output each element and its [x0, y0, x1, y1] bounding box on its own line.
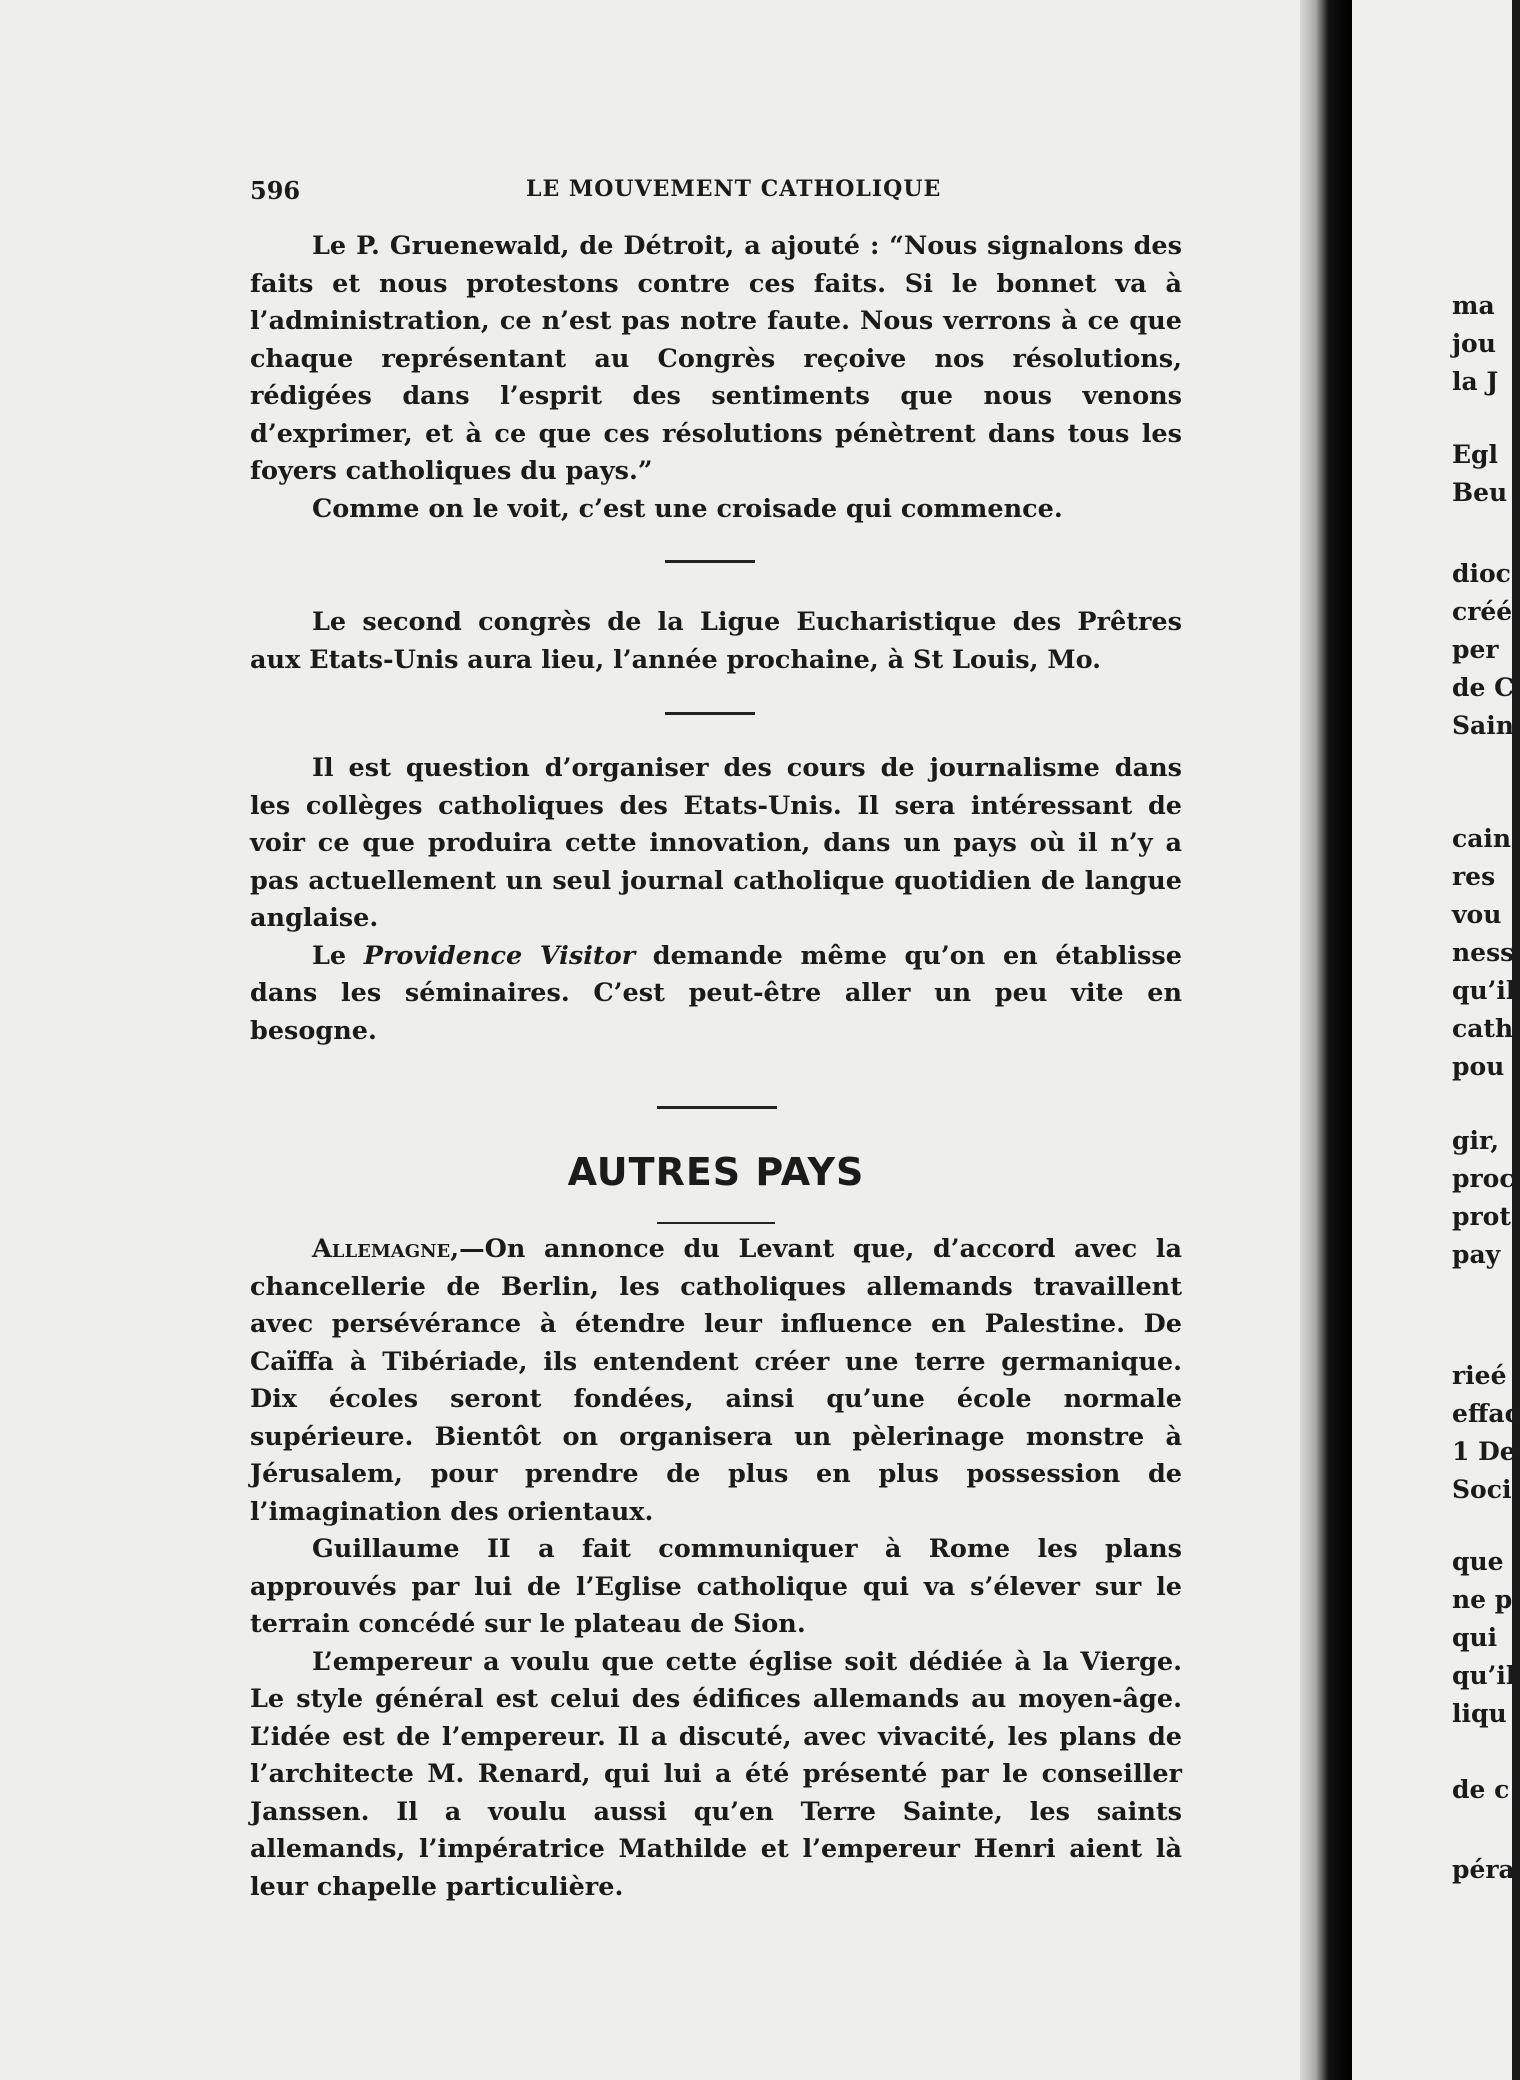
fragment: 1 De [1452, 1437, 1516, 1466]
fragment: Sain [1452, 711, 1514, 740]
separator-rule [665, 560, 755, 563]
paragraph: L’empereur a voulu que cette église soit dédiée à la Vierge. Le style général est celui des édifices allemands au moyen-âge. L’idée est de l’empereur. Il a discuté, avec vivacité, les plans de l’architecte M. Renard, qui lui a été présenté par le conseiller Janssen. Il a voulu aussi qu’en Terre Sainte, les saints allemands, l’impératrice Mathilde et l’empereur Henri aient là leur chapelle particulière. [250, 1646, 1182, 1902]
fragment: qu’il [1452, 1661, 1516, 1690]
paragraph: Comme on le voit, c’est une croisade qui commence. [312, 493, 1063, 524]
section-rule-bottom [657, 1222, 775, 1224]
fragment: ne p [1452, 1585, 1513, 1614]
fragment: liqu [1452, 1699, 1507, 1728]
fragment: vou [1452, 900, 1502, 929]
paragraph-block-allemagne [250, 1231, 1182, 1906]
paragraph [250, 938, 1182, 1051]
fragment: prot [1452, 1202, 1511, 1231]
fragment: Beu [1452, 478, 1508, 507]
paragraph: Il est question d’organiser des cours de journalisme dans les collèges catholiques des Etats-Unis. Il sera intéressant de voir ce que produira cette innovation, dans un pays où il n’y a pas actuellement un seul journal catholique quotidien de langue anglaise. [250, 753, 1182, 933]
fragment: per [1452, 635, 1499, 664]
paragraph: Guillaume II a fait communiquer à Rome les plans approuvés par lui de l’Eglise catholique qui va s’élever sur le terrain concédé sur le plateau de Sion. [250, 1534, 1182, 1639]
fragment: ma [1452, 291, 1495, 320]
fragment: res [1452, 862, 1496, 891]
fragment: jou [1452, 329, 1496, 358]
fragment: péra [1452, 1855, 1515, 1884]
text-run: Le [312, 940, 364, 971]
fragment: de c [1452, 1775, 1510, 1804]
fragment: ness [1452, 938, 1515, 967]
paragraph: Le P. Gruenewald, de Détroit, a ajouté : “Nous signalons des faits et nous protestons contre ces faits. Si le bonnet va à l’administration, ce n’est pas notre faute. Nous verrons à ce que chaque représentant au Congrès reçoive nos résolutions, rédigées dans l’esprit des sentiments que nous venons d’exprimer, et à ce que ces résolutions pénètrent dans tous les foyers catholiques du pays.” [250, 231, 1182, 486]
right-page-edge [1352, 0, 1520, 2080]
fragment: effac [1452, 1399, 1520, 1428]
journal-title: LE MOUVEMENT CATHOLIQUE [526, 176, 942, 202]
fragment: qui [1452, 1623, 1498, 1652]
paragraph: Le second congrès de la Ligue Eucharistique des Prêtres aux Etats-Unis aura lieu, l’année prochaine, à St Louis, Mo. [250, 607, 1182, 675]
fragment: gir, [1452, 1126, 1500, 1155]
paragraph-block-gruenewald [250, 228, 1182, 528]
fragment: proc [1452, 1164, 1515, 1193]
paragraph-block-journalisme [250, 750, 1182, 1050]
section-rule-top [657, 1106, 777, 1109]
fragment: créé [1452, 597, 1513, 626]
fragment: dioc [1452, 559, 1511, 588]
section-title: AUTRES PAYS [567, 1150, 865, 1194]
text-run: —On annonce du Levant que, d’accord avec la chancellerie de Berlin, les catholiques allemands travaillent avec persévérance à étendre leur influence en Palestine. De Caïffa à Tibériade, ils entendent créer une terre germanique. Dix écoles seront fondées, ainsi qu’une école normale supérieure. Bientôt on organisera un pèlerinage monstre à Jérusalem, pour prendre de plus en plus possession de l’imagination des orientaux. [250, 1234, 1182, 1527]
fragment: pou [1452, 1052, 1505, 1081]
fragment: que [1452, 1547, 1504, 1576]
country-lead: Allemagne, [312, 1234, 460, 1264]
page-number: 596 [250, 176, 301, 205]
fragment: la J [1452, 367, 1499, 396]
fragment: rieé [1452, 1361, 1507, 1390]
publication-name: Providence Visitor [363, 940, 636, 971]
fragment: Soci [1452, 1475, 1512, 1504]
fragment: cath [1452, 1014, 1514, 1043]
fragment: cain [1452, 824, 1512, 853]
running-head [250, 176, 1182, 212]
fragment: qu’il [1452, 976, 1516, 1005]
text-run: demande même qu’on en établisse dans les séminaires. C’est peut-être aller un peu vite en besogne. [250, 940, 1182, 1046]
book-gutter [1300, 0, 1352, 2080]
separator-rule [665, 712, 755, 715]
fragment: Egl [1452, 440, 1499, 469]
fragment: de C [1452, 673, 1514, 702]
paragraph [250, 1231, 1182, 1531]
fragment: pay [1452, 1240, 1501, 1269]
paragraph-block-ligue [250, 604, 1182, 679]
